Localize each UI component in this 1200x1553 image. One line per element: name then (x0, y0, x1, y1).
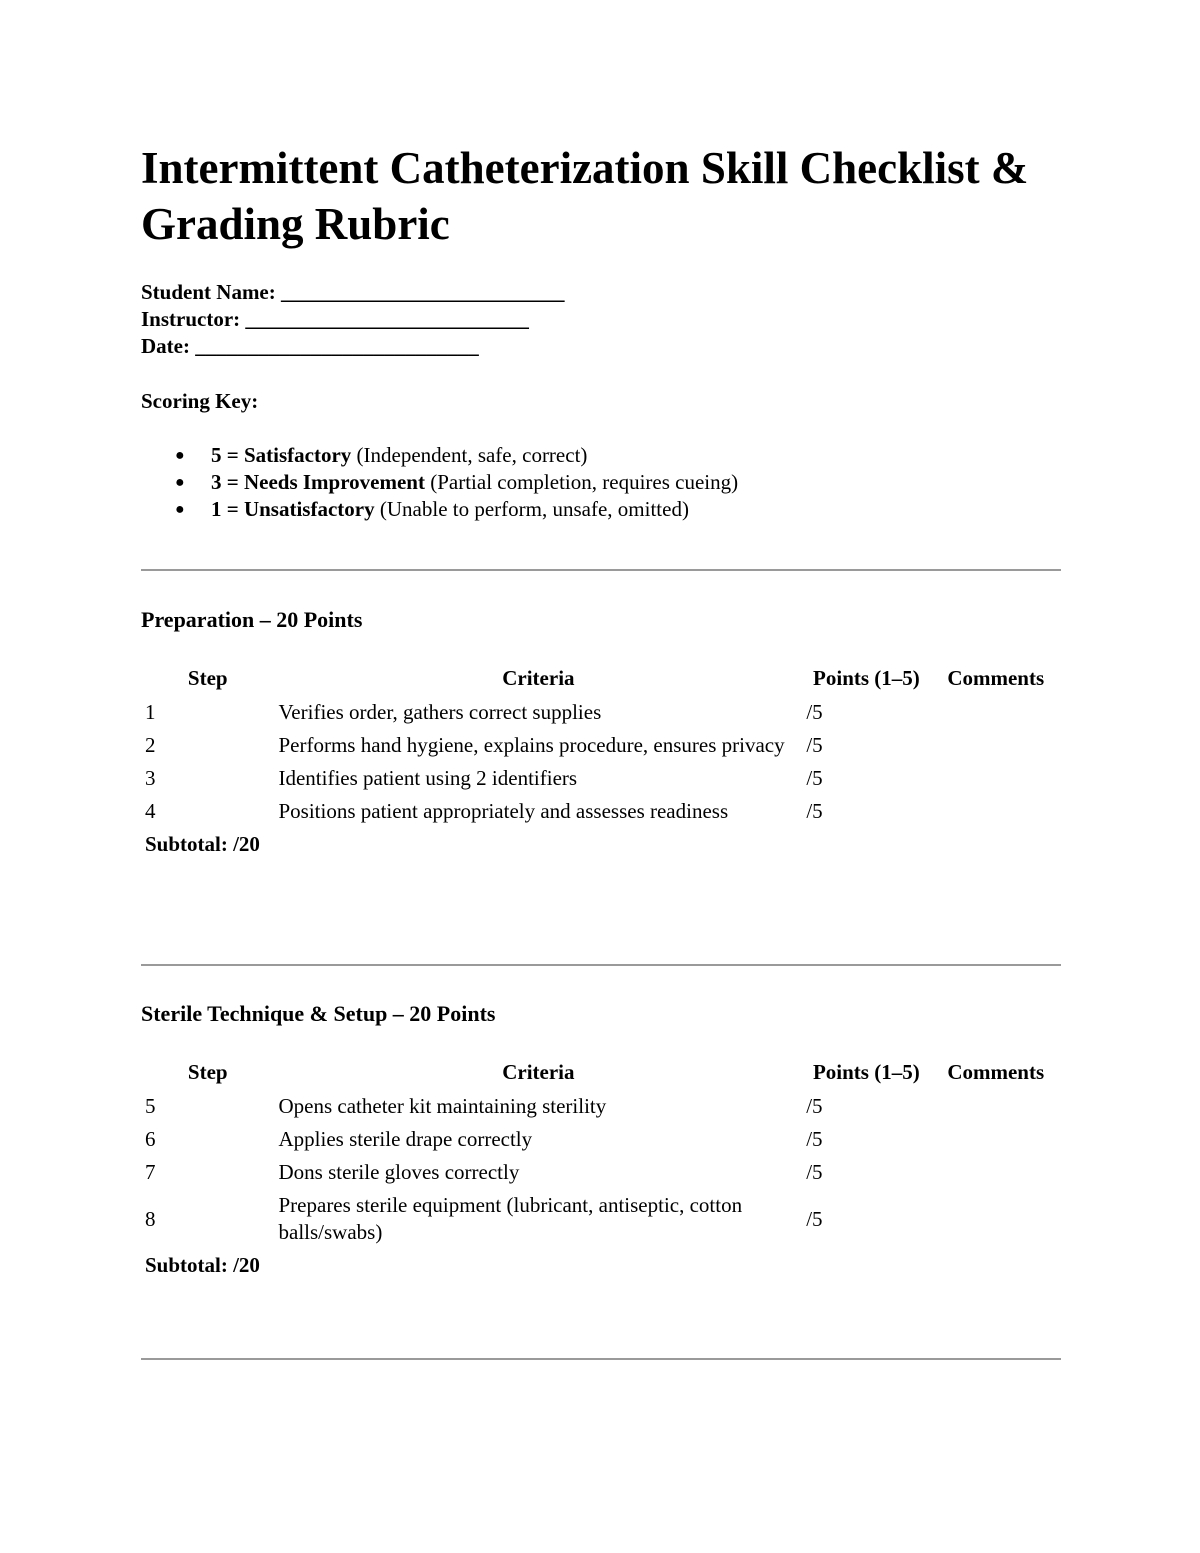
comments-cell (931, 795, 1062, 828)
date-field: Date: ___________________________ (141, 334, 479, 358)
subtotal-row (141, 1249, 1061, 1282)
comments-cell (930, 1189, 1061, 1249)
comments-cell (930, 1123, 1061, 1156)
preparation-table (141, 665, 1061, 861)
criteria-cell: Applies sterile drape correctly (278, 1127, 533, 1151)
points-cell: /5 (806, 1160, 823, 1184)
score-description: (Partial completion, requires cueing) (424, 470, 739, 494)
criteria-cell: Positions patient appropriately and assesses readiness (278, 799, 729, 823)
table-row (141, 729, 1061, 762)
section-title-sterile-technique: Sterile Technique & Setup – 20 Points (141, 1001, 496, 1026)
student-name-field: Student Name: ___________________________ (141, 280, 565, 304)
step-cell: 7 (145, 1160, 156, 1184)
list-item (141, 469, 738, 496)
table-row (141, 1123, 1061, 1156)
score-label: 5 = Satisfactory (211, 443, 352, 467)
subtotal-cell: Subtotal: /20 (145, 1253, 260, 1277)
subtotal-row (141, 828, 1061, 861)
sterile-technique-table (141, 1059, 1061, 1282)
points-cell: /5 (806, 700, 823, 724)
score-description: (Independent, safe, correct) (351, 443, 588, 467)
points-cell: /5 (806, 799, 823, 823)
table-row (141, 696, 1061, 729)
list-item (141, 442, 738, 469)
criteria-cell: Dons sterile gloves correctly (278, 1160, 520, 1184)
student-info-fields (141, 279, 565, 360)
step-cell: 5 (145, 1094, 156, 1118)
points-cell: /5 (806, 766, 823, 790)
comments-cell (931, 729, 1062, 762)
points-cell: /5 (806, 733, 823, 757)
bullet-icon: ● (175, 474, 185, 491)
criteria-cell: Verifies order, gathers correct supplies (278, 700, 602, 724)
divider (141, 1358, 1061, 1360)
criteria-cell: Performs hand hygiene, explains procedure, ensures privacy (278, 733, 785, 757)
comments-cell (931, 696, 1062, 729)
header-points: Points (1–5) (812, 1060, 920, 1084)
comments-cell (930, 1090, 1061, 1123)
step-cell: 8 (145, 1206, 156, 1231)
step-cell: 1 (145, 700, 156, 724)
criteria-cell: Prepares sterile equipment (lubricant, antiseptic, cotton balls/swabs) (278, 1193, 743, 1244)
list-item (141, 496, 738, 523)
table-row (141, 1156, 1061, 1189)
points-cell: /5 (806, 1094, 823, 1118)
scoring-key-label: Scoring Key: (141, 389, 259, 413)
subtotal-cell: Subtotal: /20 (145, 832, 260, 856)
bullet-icon: ● (175, 501, 185, 518)
header-step: Step (187, 1060, 228, 1084)
criteria-cell: Opens catheter kit maintaining sterility (278, 1094, 607, 1118)
instructor-field: Instructor: ___________________________ (141, 307, 529, 331)
header-points: Points (1–5) (813, 666, 920, 690)
divider (141, 964, 1061, 966)
table-row (141, 762, 1061, 795)
points-cell: /5 (806, 1127, 823, 1151)
comments-cell (931, 762, 1062, 795)
table-row (141, 1090, 1061, 1123)
header-criteria: Criteria (502, 666, 575, 690)
step-cell: 4 (145, 799, 156, 823)
divider (141, 569, 1061, 571)
bullet-icon: ● (175, 447, 185, 464)
scoring-key-list (141, 442, 738, 523)
step-cell: 3 (145, 766, 156, 790)
criteria-cell: Identifies patient using 2 identifiers (278, 766, 578, 790)
header-step: Step (187, 666, 228, 690)
page-title: Intermittent Catheterization Skill Checklist & Grading Rubric (141, 143, 1029, 249)
step-cell: 2 (145, 733, 156, 757)
score-label: 3 = Needs Improvement (211, 470, 425, 494)
comments-cell (930, 1156, 1061, 1189)
section-title-preparation: Preparation – 20 Points (141, 607, 363, 632)
header-criteria: Criteria (502, 1060, 575, 1084)
score-label: 1 = Unsatisfactory (211, 497, 375, 521)
header-comments: Comments (947, 1060, 1045, 1084)
step-cell: 6 (145, 1127, 156, 1151)
score-description: (Unable to perform, unsafe, omitted) (374, 497, 689, 521)
table-row (141, 1189, 1061, 1249)
table-row (141, 795, 1061, 828)
header-comments: Comments (947, 666, 1045, 690)
points-cell: /5 (806, 1206, 823, 1231)
